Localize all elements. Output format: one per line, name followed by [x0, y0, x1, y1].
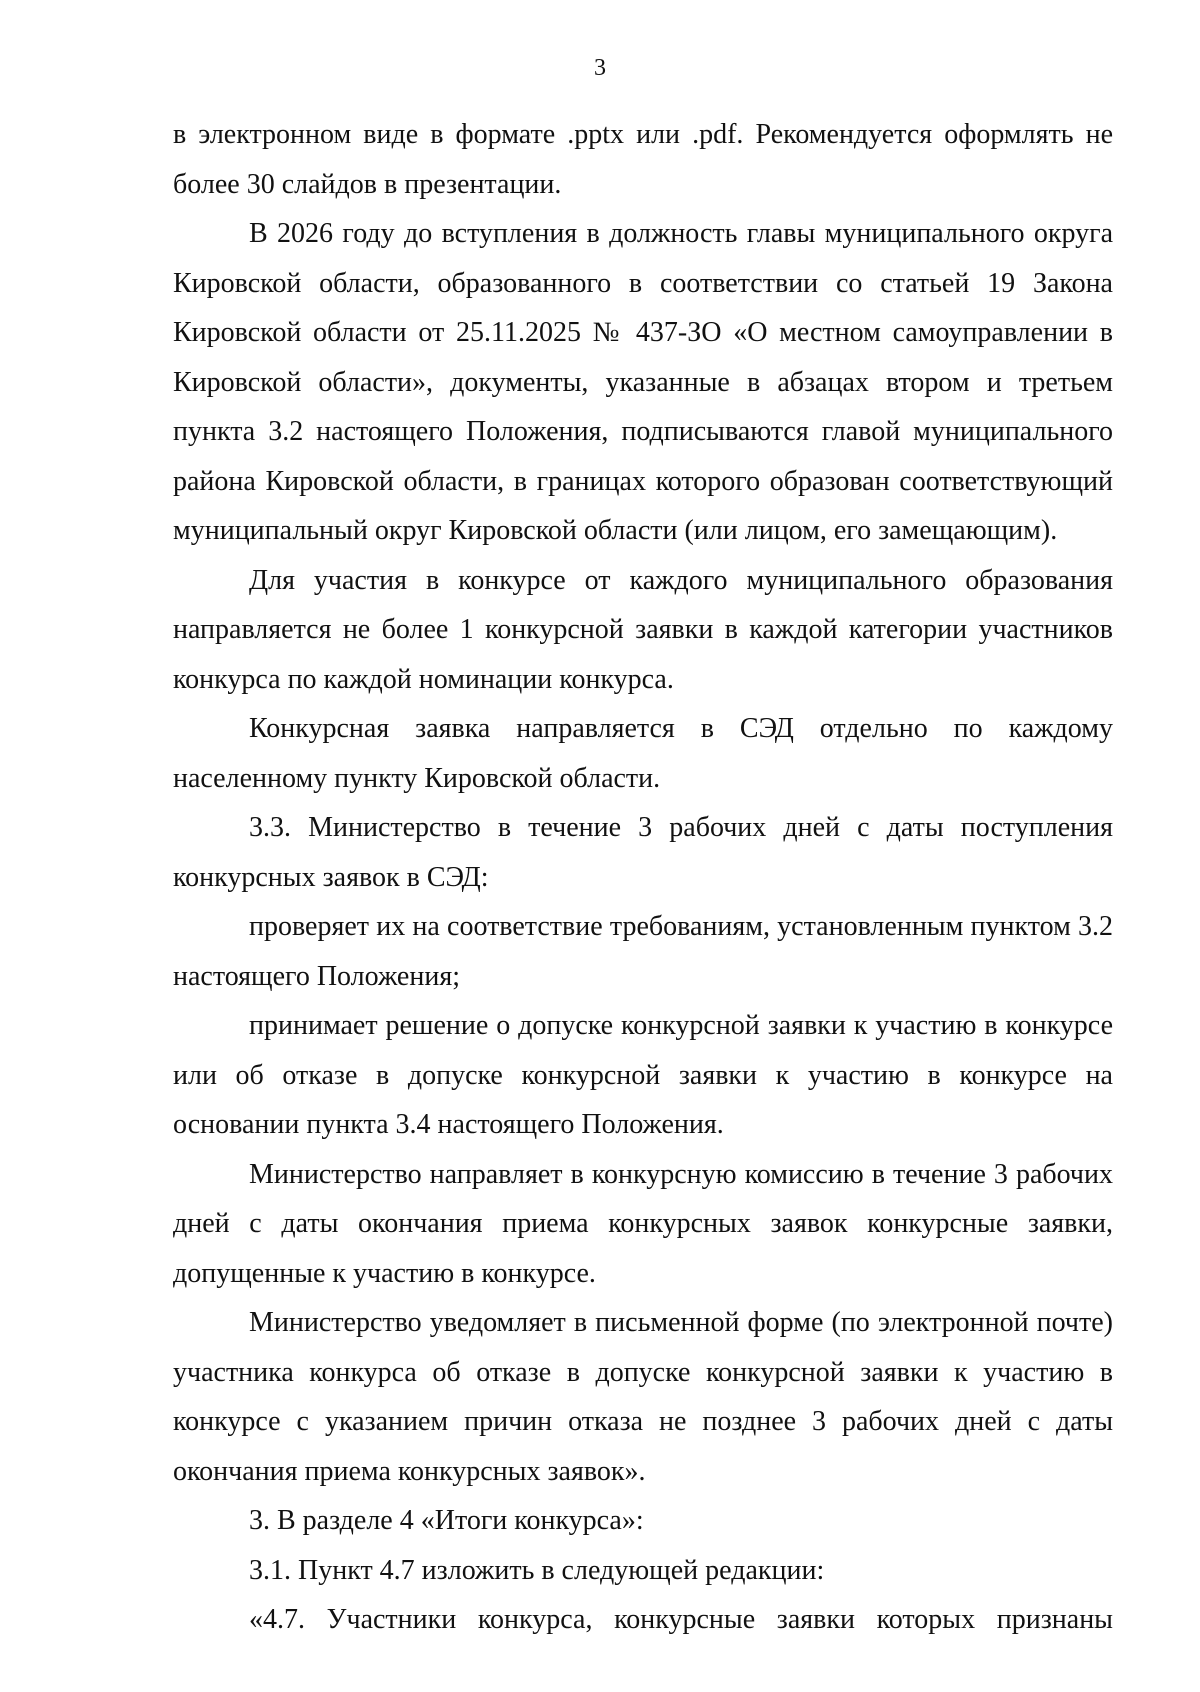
paragraph-5: 3.3. Министерство в течение 3 рабочих дней с даты поступления конкурсных заявок в СЭД: — [173, 812, 1113, 893]
paragraph-2: В 2026 году до вступления в должность главы муниципального округа Кировской области, образованного в соответствии со статьей 19 Закона Кировской области от 25.11.2025 № 437-ЗО «О местном самоуправлении в Кировской области», документы, указанные в абзацах втором и третьем пункта 3.2 настоящего Положения, подписываются главой муниципального района Кировской области, в границах которого образован соответствующий муниципальный округ Кировской области (или лицом, его замещающим). — [173, 218, 1113, 546]
document-body — [173, 110, 1113, 1645]
paragraph-8: Министерство направляет в конкурсную комиссию в течение 3 рабочих дней с даты окончания приема конкурсных заявок конкурсные заявки, допущенные к участию в конкурсе. — [173, 1158, 1113, 1289]
paragraph-9: Министерство уведомляет в письменной форме (по электронной почте) участника конкурса об отказе в допуске конкурсной заявки к участию в конкурсе с указанием причин отказа не позднее 3 рабочих дней с даты окончания приема конкурсных заявок». — [173, 1307, 1113, 1487]
page-number: 3 — [594, 55, 606, 81]
paragraph-11: 3.1. Пункт 4.7 изложить в следующей редакции: — [249, 1554, 825, 1586]
paragraph-4: Конкурсная заявка направляется в СЭД отдельно по каждому населенному пункту Кировской области. — [173, 713, 1113, 794]
paragraph-7: принимает решение о допуске конкурсной заявки к участию в конкурсе или об отказе в допуске конкурсной заявки к участию в конкурсе на основании пункта 3.4 настоящего Положения. — [173, 1010, 1113, 1140]
paragraph-1: в электронном виде в формате .pptx или .pdf. Рекомендуется оформлять не более 30 слайдов в презентации. — [173, 119, 1113, 200]
paragraph-10: 3. В разделе 4 «Итоги конкурса»: — [249, 1505, 644, 1536]
paragraph-3: Для участия в конкурсе от каждого муниципального образования направляется не более 1 конкурсной заявки в каждой категории участников конкурса по каждой номинации конкурса. — [173, 564, 1113, 695]
paragraph-12: «4.7. Участники конкурса, конкурсные заявки которых признаны — [249, 1604, 1113, 1635]
paragraph-6: проверяет их на соответствие требованиям, установленным пунктом 3.2 настоящего Положения; — [173, 911, 1113, 992]
